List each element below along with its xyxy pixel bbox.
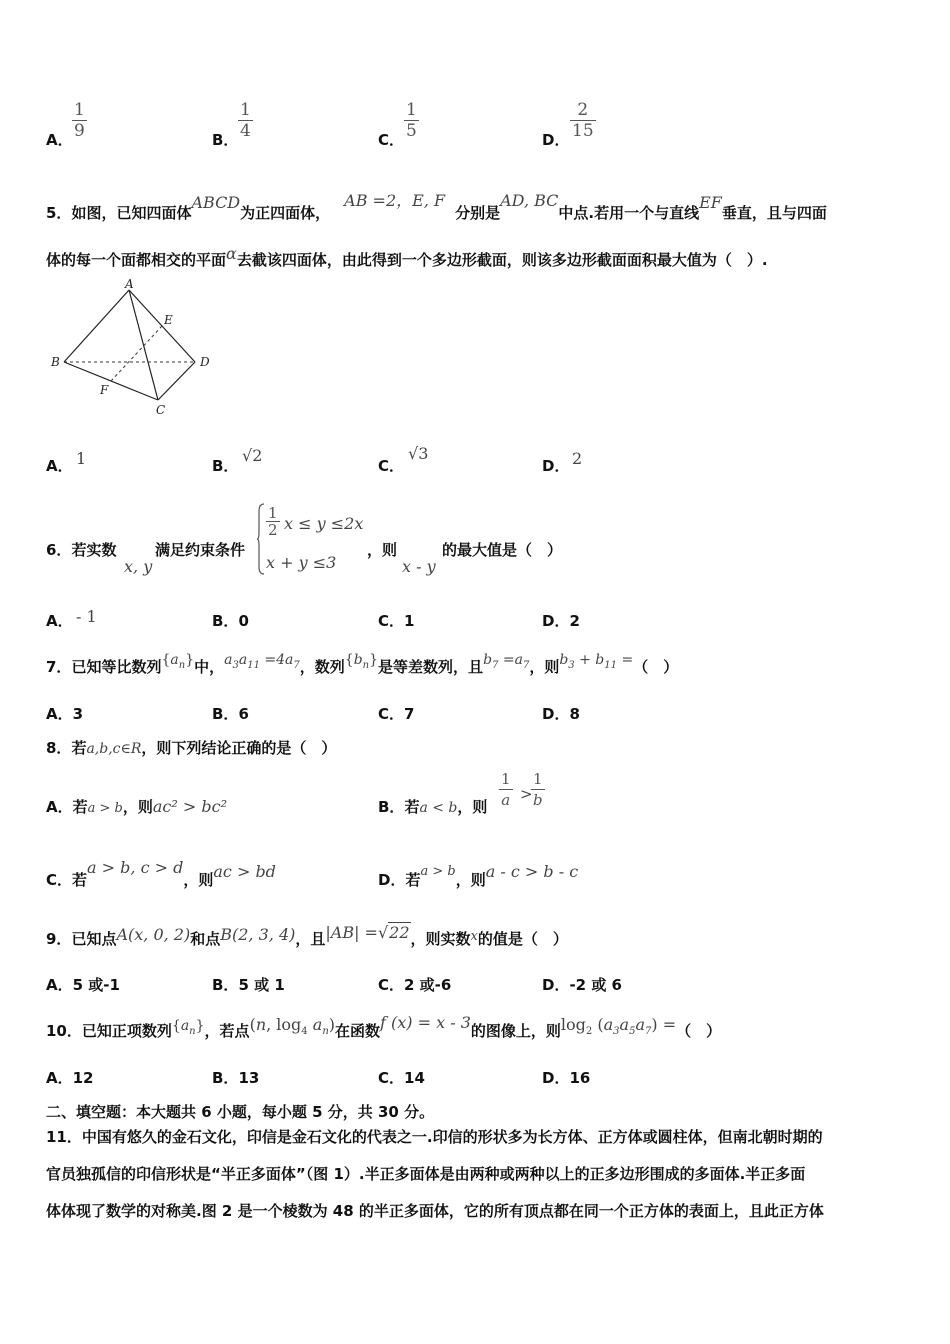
segment-ef-hidden: [111, 326, 162, 381]
vertex-d-label: D: [200, 355, 210, 369]
vertex-b-label: B: [51, 355, 60, 369]
q10-option-c: C．14: [378, 1069, 425, 1087]
q9-option-c: C．2 或-6: [378, 976, 452, 994]
q4-option-d-label: D．: [542, 131, 570, 149]
q8-option-c: C．若a > b, c > d，则ac > bd: [46, 858, 276, 889]
q7-stem: 7．已知等比数列$\{a_n\}$中，$a_3a_{11} =4a_7$，数列$\{b_n\}$是等差数列，且$b_7 =a_7$，则$b_3 + b_{11}$ =（ ）: [46, 652, 679, 676]
q8-option-b-frac-b: $\frac{1}{b}$: [533, 770, 543, 809]
q5-option-c-label: C．: [378, 457, 405, 475]
q6-option-d: D．2: [542, 612, 580, 630]
q9-option-a: A．5 或-1: [46, 976, 120, 994]
q4-option-d-fraction: $\frac{2}{15}$: [572, 100, 594, 141]
point-e-label: E: [164, 313, 173, 327]
q6-option-a-value: - 1: [76, 607, 97, 626]
q5-option-d-value: 2: [572, 449, 583, 468]
q7-option-a: A．3: [46, 705, 84, 723]
point-f-label: F: [100, 383, 109, 397]
q5-stem-line1: 5．如图，已知四面体ABCD为正四面体，AB =2，E, F分别是AD, BC中点.若用一个与直线EF垂直，且与四面: [46, 191, 827, 222]
section-2-heading: 二、填空题：本大题共 6 小题，每小题 5 分，共 30 分。: [46, 1103, 435, 1121]
q4-option-a-fraction: $\frac{1}{9}$: [74, 100, 85, 141]
q9-option-d: D．-2 或 6: [542, 976, 622, 994]
q10-option-a: A．12: [46, 1069, 94, 1087]
q8-option-b-frac-a: $\frac{1}{a}$: [501, 770, 511, 809]
vertex-a-label: A: [125, 278, 134, 291]
q5-option-b-value: √2: [242, 446, 263, 465]
q5-option-a-value: 1: [76, 449, 87, 468]
q8-stem: 8．若a,b,c∈R，则下列结论正确的是（ ）: [46, 739, 337, 757]
q6-ask: 的最大值是（ ）: [442, 541, 563, 559]
q6-then: ，则: [367, 541, 398, 559]
q7-option-b: B．6: [212, 705, 249, 723]
q8-option-a: A．若a > b，则ac² > bc²: [46, 797, 227, 816]
q10-option-b: B．13: [212, 1069, 260, 1087]
q5-option-b-label: B．: [212, 457, 239, 475]
q6-constraint-text: 满足约束条件: [155, 541, 246, 559]
q7-option-c: C．7: [378, 705, 415, 723]
q6-option-b: B．0: [212, 612, 249, 630]
q10-option-d: D．16: [542, 1069, 591, 1087]
q9-option-b: B．5 或 1: [212, 976, 285, 994]
q5-option-c-value: √3: [408, 444, 429, 463]
q11-line1: 11．中国有悠久的金石文化，印信是金石文化的代表之一.印信的形状多为长方体、正方体或圆柱体，但南北朝时期的: [46, 1128, 823, 1146]
q7-option-d: D．8: [542, 705, 580, 723]
q6-constraint-2: x + y ≤3: [266, 553, 337, 572]
q4-option-b-label: B．: [212, 131, 239, 149]
q6-number-text: 6．若实数: [46, 541, 117, 559]
q5-option-d-label: D．: [542, 457, 570, 475]
edge-ab: [64, 290, 129, 362]
q5-option-a-label: A．: [46, 457, 73, 475]
q5-stem-line2: 体的每一个面都相交的平面α去截该四面体，由此得到一个多边形截面，则该多边形截面面积最大值为（ ）.: [46, 244, 768, 269]
q6-expression: x - y: [402, 557, 436, 576]
q6-brace: [256, 503, 266, 575]
q11-line2: 官员独孤信的印信形状是“半正多面体”（图 1）.半正多面体是由两种或两种以上的正多边形围成的多面体.半正多面: [46, 1165, 806, 1183]
edge-cd: [158, 362, 195, 400]
q4-option-a-label: A．: [46, 131, 73, 149]
q6-half-fraction: $\frac{1}{2}$: [268, 504, 278, 539]
q9-stem: 9．已知点A(x, 0, 2)和点B(2, 3, 4)，且|AB| =√22，则实数x的值是（ ）: [46, 923, 568, 948]
q6-option-a-label: A．: [46, 612, 73, 630]
q8-option-b-gt: >: [520, 785, 533, 803]
q6-option-c: C．1: [378, 612, 415, 630]
vertex-c-label: C: [156, 403, 166, 417]
q4-option-c-fraction: $\frac{1}{5}$: [406, 100, 417, 141]
q4-option-b-fraction: $\frac{1}{4}$: [240, 100, 251, 141]
tetrahedron-figure: [48, 278, 223, 418]
q6-variables: x, y: [124, 557, 153, 576]
q10-stem: 10．已知正项数列$\{a_n\}$，若点(n, $\log_4 a_n$)在函数f (x) = x - 3的图像上，则$\log_2 (a_3a_5a_7)$ =（ ）: [46, 1013, 722, 1040]
q8-option-b: B．若a < b，则: [378, 798, 488, 816]
q8-option-d: D．若a > b，则a - c > b - c: [378, 862, 579, 889]
q4-option-c-label: C．: [378, 131, 405, 149]
q11-line3: 体体现了数学的对称美.图 2 是一个棱数为 48 的半正多面体，它的所有顶点都在同一个正方体的表面上，且此正方体: [46, 1202, 824, 1220]
q6-constraint-1: x ≤ y ≤2x: [284, 514, 364, 533]
